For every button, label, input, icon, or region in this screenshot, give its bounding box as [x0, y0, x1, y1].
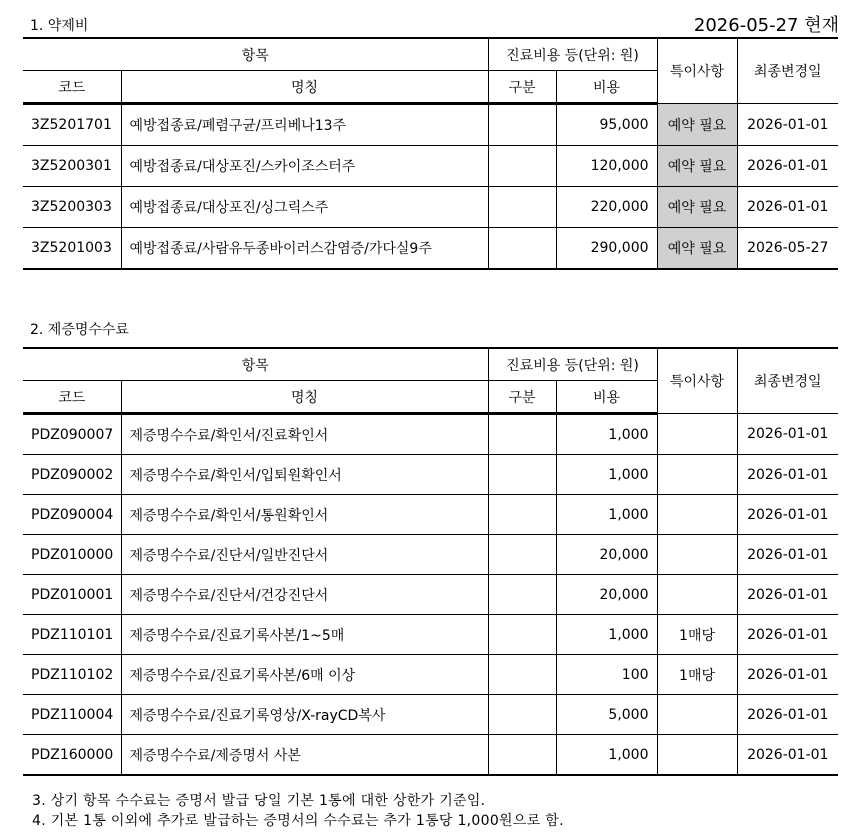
cost-cell: 1,000 [556, 615, 657, 655]
table-row [23, 104, 838, 146]
table-row [23, 187, 838, 228]
header-cost: 비용 [556, 381, 657, 414]
table-row [23, 495, 838, 535]
header-date: 최종변경일 [737, 348, 838, 414]
name-cell: 예방접종료/대상포진/싱그릭스주 [121, 187, 488, 228]
date-cell: 2026-01-01 [737, 535, 838, 575]
cost-cell: 1,000 [556, 735, 657, 776]
date-cell: 2026-01-01 [737, 104, 838, 146]
date-cell: 2026-01-01 [737, 495, 838, 535]
header-type: 구분 [488, 381, 556, 414]
section2-title: 2. 제증명수수료 [30, 322, 129, 338]
type-cell [488, 735, 556, 776]
type-cell [488, 104, 556, 146]
table-row [23, 455, 838, 495]
report-date: 2026-05-27 현재 [693, 15, 839, 36]
name-cell: 예방접종료/사람유두종바이러스감염증/가다실9주 [121, 228, 488, 270]
cost-cell: 220,000 [556, 187, 657, 228]
drug-fee-table [23, 37, 838, 270]
type-cell [488, 695, 556, 735]
table-row [23, 655, 838, 695]
name-cell: 제증명수수료/진단서/건강진단서 [121, 575, 488, 615]
name-cell: 제증명수수료/진료기록사본/1~5매 [121, 615, 488, 655]
name-cell: 제증명수수료/진료기록사본/6매 이상 [121, 655, 488, 695]
cost-cell: 100 [556, 655, 657, 695]
note-cell: 예약 필요 [657, 146, 737, 187]
code-cell: PDZ090004 [23, 495, 121, 535]
table-row [23, 615, 838, 655]
header-name: 명칭 [121, 71, 488, 104]
header-item: 항목 [23, 348, 488, 381]
type-cell [488, 615, 556, 655]
header-note: 특이사항 [657, 348, 737, 414]
date-cell: 2026-01-01 [737, 695, 838, 735]
code-cell: PDZ110101 [23, 615, 121, 655]
table-row [23, 535, 838, 575]
header-fee: 진료비용 등(단위: 원) [488, 38, 657, 71]
note-cell [657, 575, 737, 615]
footnote-3: 3. 상기 항목 수수료는 증명서 발급 당일 기본 1통에 대한 상한가 기준임. [32, 793, 486, 809]
cost-cell: 5,000 [556, 695, 657, 735]
code-cell: PDZ010000 [23, 535, 121, 575]
date-cell: 2026-05-27 [737, 228, 838, 270]
header-code: 코드 [23, 71, 121, 104]
date-cell: 2026-01-01 [737, 735, 838, 776]
cost-cell: 20,000 [556, 575, 657, 615]
cost-cell: 95,000 [556, 104, 657, 146]
code-cell: PDZ010001 [23, 575, 121, 615]
type-cell [488, 146, 556, 187]
code-cell: 3Z5200301 [23, 146, 121, 187]
table-row [23, 146, 838, 187]
header-name: 명칭 [121, 381, 488, 414]
date-cell: 2026-01-01 [737, 655, 838, 695]
header-code: 코드 [23, 381, 121, 414]
note-cell [657, 495, 737, 535]
code-cell: 3Z5201701 [23, 104, 121, 146]
name-cell: 예방접종료/대상포진/스카이조스터주 [121, 146, 488, 187]
date-cell: 2026-01-01 [737, 187, 838, 228]
date-cell: 2026-01-01 [737, 146, 838, 187]
code-cell: PDZ090002 [23, 455, 121, 495]
note-cell [657, 695, 737, 735]
type-cell [488, 187, 556, 228]
code-cell: PDZ110004 [23, 695, 121, 735]
note-cell [657, 735, 737, 776]
cost-cell: 290,000 [556, 228, 657, 270]
note-cell: 1매당 [657, 615, 737, 655]
type-cell [488, 575, 556, 615]
name-cell: 제증명수수료/확인서/진료확인서 [121, 414, 488, 455]
note-cell [657, 535, 737, 575]
certificate-fee-table [23, 347, 838, 776]
cost-cell: 120,000 [556, 146, 657, 187]
type-cell [488, 455, 556, 495]
date-cell: 2026-01-01 [737, 615, 838, 655]
cost-cell: 20,000 [556, 535, 657, 575]
note-cell [657, 455, 737, 495]
header-note: 특이사항 [657, 38, 737, 104]
table-row [23, 414, 838, 455]
date-cell: 2026-01-01 [737, 575, 838, 615]
type-cell [488, 655, 556, 695]
note-cell [657, 414, 737, 455]
table-row [23, 228, 838, 270]
type-cell [488, 228, 556, 270]
note-cell: 예약 필요 [657, 104, 737, 146]
code-cell: 3Z5201003 [23, 228, 121, 270]
name-cell: 제증명수수료/확인서/입퇴원확인서 [121, 455, 488, 495]
name-cell: 제증명수수료/확인서/통원확인서 [121, 495, 488, 535]
header-type: 구분 [488, 71, 556, 104]
table-row [23, 575, 838, 615]
name-cell: 제증명수수료/진료기록영상/X-rayCD복사 [121, 695, 488, 735]
cost-cell: 1,000 [556, 414, 657, 455]
code-cell: PDZ090007 [23, 414, 121, 455]
type-cell [488, 414, 556, 455]
date-cell: 2026-01-01 [737, 455, 838, 495]
section1-title: 1. 약제비 [30, 18, 89, 34]
note-cell: 1매당 [657, 655, 737, 695]
header-fee: 진료비용 등(단위: 원) [488, 348, 657, 381]
type-cell [488, 535, 556, 575]
code-cell: PDZ160000 [23, 735, 121, 776]
type-cell [488, 495, 556, 535]
cost-cell: 1,000 [556, 495, 657, 535]
name-cell: 제증명수수료/제증명서 사본 [121, 735, 488, 776]
header-cost: 비용 [556, 71, 657, 104]
header-item: 항목 [23, 38, 488, 71]
note-cell: 예약 필요 [657, 228, 737, 270]
header-date: 최종변경일 [737, 38, 838, 104]
code-cell: 3Z5200303 [23, 187, 121, 228]
note-cell: 예약 필요 [657, 187, 737, 228]
date-cell: 2026-01-01 [737, 414, 838, 455]
code-cell: PDZ110102 [23, 655, 121, 695]
name-cell: 제증명수수료/진단서/일반진단서 [121, 535, 488, 575]
name-cell: 예방접종료/폐렴구균/프리베나13주 [121, 104, 488, 146]
cost-cell: 1,000 [556, 455, 657, 495]
table-row [23, 695, 838, 735]
footnote-4: 4. 기본 1통 이외에 추가로 발급하는 증명서의 수수료는 추가 1통당 1,000원으로 함. [32, 813, 564, 829]
table-row [23, 735, 838, 776]
